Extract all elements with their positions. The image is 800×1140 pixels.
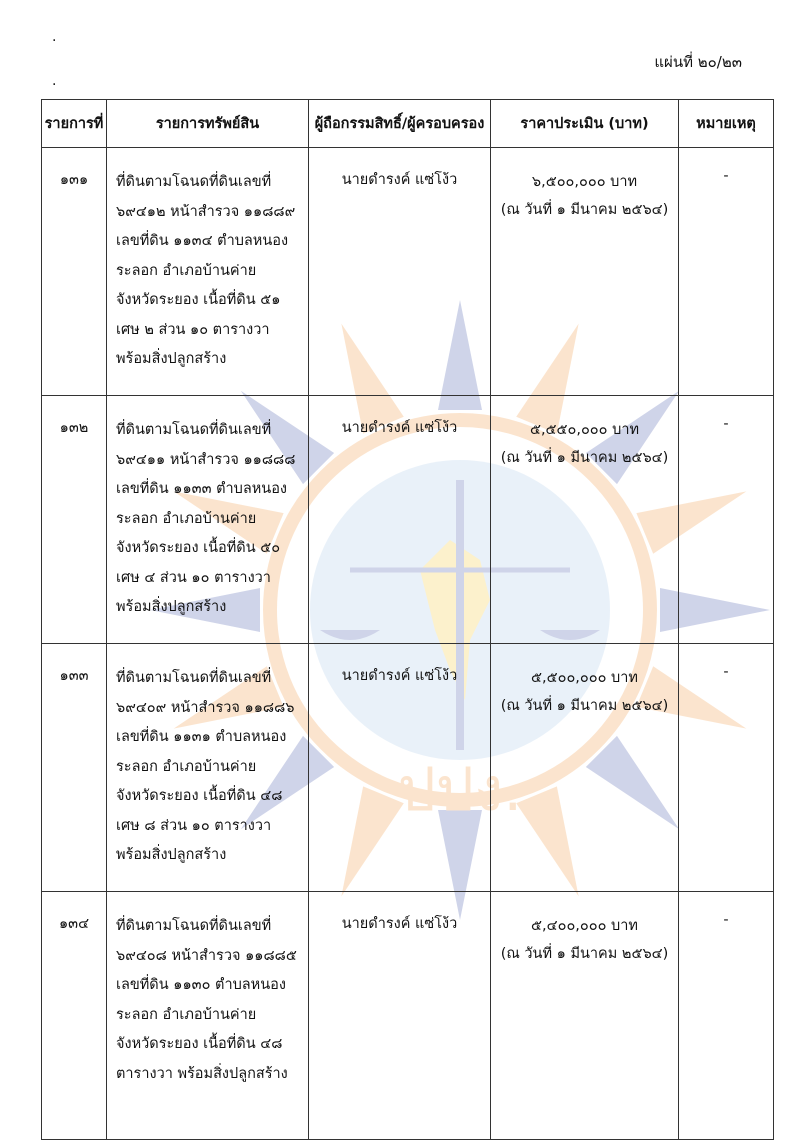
description-line: ระลอก อำเภอบ้านค่าย (116, 262, 257, 279)
description-line: ระลอก อำเภอบ้านค่าย (116, 1006, 257, 1023)
asset-table (41, 99, 774, 1140)
column-header-remark: หมายเหตุ (679, 100, 774, 148)
item-number-cell: ๑๓๑ (42, 148, 107, 396)
remark-cell: - (679, 644, 774, 892)
appraisal-cell (491, 148, 679, 396)
table-header-row (42, 100, 774, 148)
description-line: เลขที่ดิน ๑๑๓๑ ตำบลหนอง (116, 729, 287, 745)
description-line: จังหวัดระยอง เนื้อที่ดิน ๕๑ (116, 292, 281, 308)
appraisal-date: (ณ วันที่ ๑ มีนาคม ๒๕๖๔) (500, 202, 669, 218)
description-line: จังหวัดระยอง เนื้อที่ดิน ๔๘ (116, 788, 283, 804)
margin-dot-top: . (52, 29, 57, 45)
description-line: พร้อมสิ่งปลูกสร้าง (116, 599, 227, 615)
asset-description-cell (107, 644, 309, 892)
appraisal-cell (491, 644, 679, 892)
description-line: เลขที่ดิน ๑๑๓๐ ตำบลหนอง (116, 977, 286, 993)
remark-cell: - (679, 148, 774, 396)
description-line: ระลอก อำเภอบ้านค่าย (116, 758, 257, 775)
owner-cell: นายดำรงค์ แซ่โง้ว (309, 148, 491, 396)
item-number-cell: ๑๓๔ (42, 892, 107, 1140)
remark-cell: - (679, 892, 774, 1140)
description-line: เศษ ๘ ส่วน ๑๐ ตารางวา (116, 817, 272, 834)
appraisal-value: ๕,๕๐๐,๐๐๐ บาท (531, 670, 638, 686)
asset-description-cell (107, 396, 309, 644)
appraisal-date: (ณ วันที่ ๑ มีนาคม ๒๕๖๔) (500, 450, 669, 466)
description-line: ระลอก อำเภอบ้านค่าย (116, 510, 257, 527)
description-line: ตารางวา พร้อมสิ่งปลูกสร้าง (116, 1065, 288, 1082)
description-line: ๖๙๔๐๘ หน้าสำรวจ ๑๑๘๘๕ (116, 947, 297, 964)
appraisal-value: ๕,๔๐๐,๐๐๐ บาท (531, 918, 638, 934)
table-row (42, 148, 774, 396)
description-line: พร้อมสิ่งปลูกสร้าง (116, 351, 227, 367)
asset-description-cell (107, 892, 309, 1140)
margin-dot-bottom: . (52, 73, 57, 89)
description-line: เลขที่ดิน ๑๑๓๔ ตำบลหนอง (116, 233, 289, 249)
appraisal-value: ๖,๕๐๐,๐๐๐ บาท (531, 174, 638, 190)
description-line: เศษ ๒ ส่วน ๑๐ ตารางวา (116, 321, 270, 338)
description-line: ๖๙๔๑๑ หน้าสำรวจ ๑๑๘๘๘ (116, 451, 296, 468)
appraisal-value: ๕,๕๕๐,๐๐๐ บาท (529, 422, 640, 438)
description-line: พร้อมสิ่งปลูกสร้าง (116, 847, 227, 863)
column-header-asset: รายการทรัพย์สิน (107, 100, 309, 148)
owner-cell: นายดำรงค์ แซ่โง้ว (309, 396, 491, 644)
description-line: จังหวัดระยอง เนื้อที่ดิน ๔๘ (116, 1036, 283, 1052)
item-number-cell: ๑๓๓ (42, 644, 107, 892)
sheet-number: แผ่นที่ ๒๐/๒๓ (654, 53, 742, 71)
description-line: ๖๙๔๑๒ หน้าสำรวจ ๑๑๘๘๙ (116, 203, 296, 220)
description-line: เศษ ๔ ส่วน ๑๐ ตารางวา (116, 569, 271, 586)
column-header-item-no: รายการที่ (42, 100, 107, 148)
column-header-appraisal: ราคาประเมิน (บาท) (491, 100, 679, 148)
description-line: ที่ดินตามโฉนดที่ดินเลขที่ (116, 422, 272, 438)
owner-cell: นายดำรงค์ แซ่โง้ว (309, 892, 491, 1140)
appraisal-cell (491, 892, 679, 1140)
watermark-abbr-th: ปปง. (397, 755, 523, 825)
appraisal-date: (ณ วันที่ ๑ มีนาคม ๒๕๖๔) (500, 946, 669, 962)
remark-cell: - (679, 396, 774, 644)
table-row (42, 892, 774, 1140)
table-row (42, 644, 774, 892)
description-line: จังหวัดระยอง เนื้อที่ดิน ๕๐ (116, 540, 281, 556)
asset-description-cell (107, 148, 309, 396)
table-row (42, 396, 774, 644)
appraisal-date: (ณ วันที่ ๑ มีนาคม ๒๕๖๔) (500, 698, 669, 714)
item-number-cell: ๑๓๒ (42, 396, 107, 644)
appraisal-cell (491, 396, 679, 644)
description-line: ที่ดินตามโฉนดที่ดินเลขที่ (116, 174, 272, 190)
description-line: ที่ดินตามโฉนดที่ดินเลขที่ (116, 670, 272, 686)
description-line: ที่ดินตามโฉนดที่ดินเลขที่ (116, 918, 272, 934)
description-line: ๖๙๔๐๙ หน้าสำรวจ ๑๑๘๘๖ (116, 699, 295, 716)
column-header-owner: ผู้ถือกรรมสิทธิ์/ผู้ครอบครอง (309, 100, 491, 148)
description-line: เลขที่ดิน ๑๑๓๓ ตำบลหนอง (116, 481, 287, 497)
owner-cell: นายดำรงค์ แซ่โง้ว (309, 644, 491, 892)
